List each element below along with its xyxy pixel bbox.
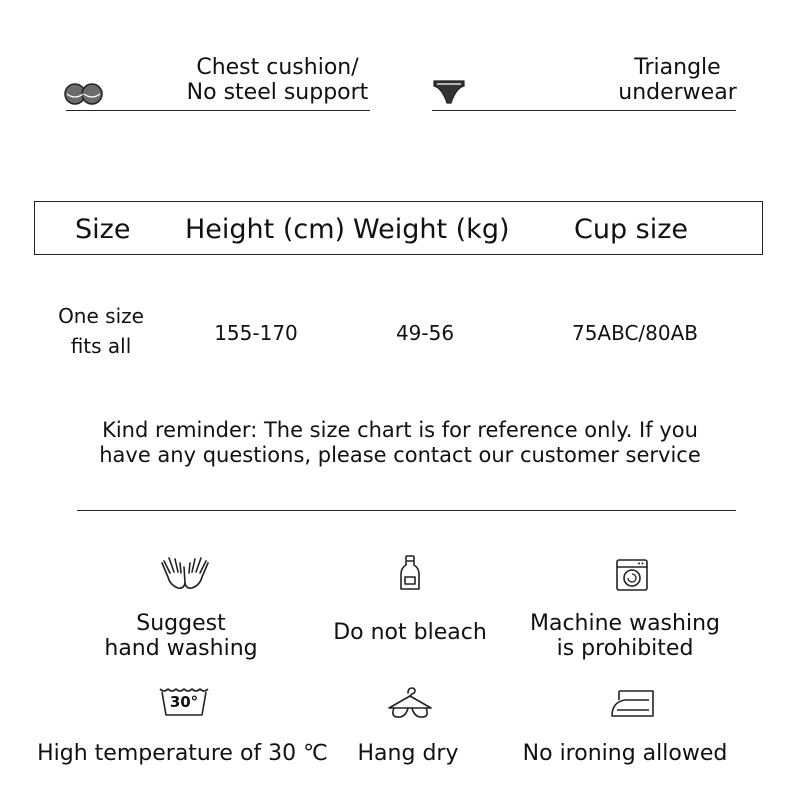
- no-bleach-label: Do not bleach: [333, 620, 487, 645]
- hang-dry-label: Hang dry: [357, 741, 459, 766]
- no-iron-label: No ironing allowed: [522, 741, 728, 766]
- temperature-label: High temperature of 30 ℃: [37, 741, 328, 766]
- wash-temperature-text: 30°: [169, 693, 199, 711]
- bleach-bottle-icon: [398, 554, 422, 592]
- underwear-feature-line2: underwear: [618, 80, 737, 105]
- no-machine-line2: is prohibited: [556, 636, 694, 661]
- bra-cups-icon: [64, 80, 104, 108]
- hand-wash-line1: Suggest: [136, 611, 226, 636]
- header-size: Size: [75, 214, 131, 245]
- cushion-feature-line2: No steel support: [186, 80, 369, 105]
- header-weight: Weight (kg): [353, 214, 510, 245]
- weight-value: 49-56: [395, 321, 455, 345]
- reminder-line2: have any questions, please contact our customer service: [99, 443, 701, 467]
- size-table-header: [34, 201, 763, 255]
- cushion-feature-line1: Chest cushion/: [196, 55, 359, 80]
- iron-icon: [609, 688, 657, 720]
- hang-dry-icon: [386, 684, 434, 720]
- header-cup-size: Cup size: [574, 214, 689, 245]
- wash-30-degrees-icon: [158, 686, 210, 718]
- triangle-underwear-icon: [432, 78, 466, 106]
- reminder-line1: Kind reminder: The size chart is for reference only. If you: [102, 418, 698, 442]
- height-value: 155-170: [214, 321, 298, 345]
- cushion-underline: [66, 110, 370, 111]
- underwear-underline: [432, 110, 736, 111]
- hand-wash-line2: hand washing: [104, 636, 258, 661]
- cup-value: 75ABC/80AB: [571, 321, 699, 345]
- header-height: Height (cm): [185, 214, 346, 245]
- section-divider: [77, 510, 736, 511]
- hand-wash-icon: [158, 555, 212, 591]
- size-value-line2: fits all: [70, 334, 132, 358]
- size-value-line1: One size: [58, 304, 144, 328]
- no-machine-line1: Machine washing: [530, 611, 720, 636]
- underwear-feature-line1: Triangle: [634, 55, 721, 80]
- washing-machine-icon: [615, 558, 649, 592]
